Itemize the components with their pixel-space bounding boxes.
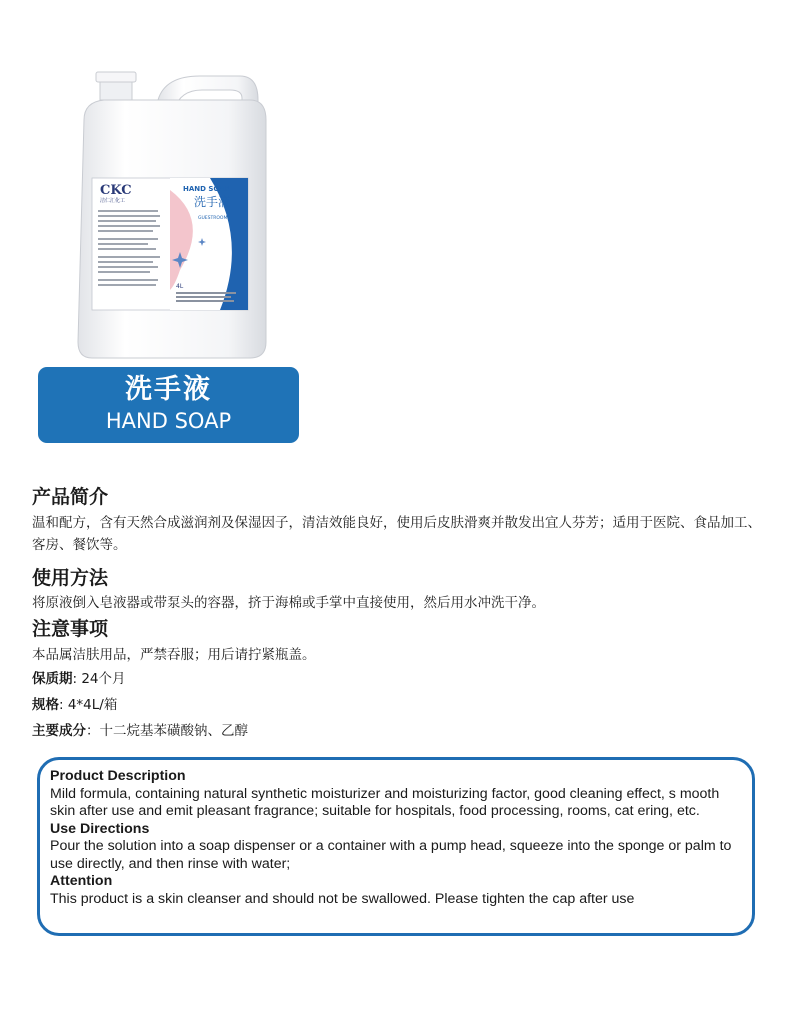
banner-title-cn: 洗手液: [125, 374, 212, 405]
usage-heading: 使用方法: [32, 567, 109, 589]
caution-heading: 注意事项: [32, 618, 109, 640]
en-attention-text: This product is a skin cleanser and should not be swallowed. Please tighten the cap after use: [50, 890, 635, 907]
shelf-life-value: : 24个月: [72, 671, 126, 687]
title-banner: [38, 367, 299, 443]
svg-text:GUESTROOM: GUESTROOM: [198, 216, 228, 221]
shelf-life-label: 保质期: [32, 671, 73, 687]
svg-text:洗手液: 洗手液: [194, 195, 231, 209]
caution-text: 本品属洁肤用品，严禁吞服；用后请拧紧瓶盖。: [32, 647, 316, 663]
ingredients-row: [32, 721, 248, 741]
usage-text: 将原液倒入皂液器或带泵头的容器，挤于海棉或手掌中直接使用，然后用水冲洗干净。: [32, 595, 545, 611]
spec-value: : 4*4L/箱: [59, 697, 118, 713]
en-desc-heading: Product Description: [50, 768, 186, 784]
english-info-box: [37, 757, 755, 936]
svg-text:4L: 4L: [176, 283, 184, 290]
svg-text:洁仁汇化工: 洁仁汇化工: [100, 198, 126, 204]
product-bottle-image: [70, 70, 280, 360]
spec-label: 规格: [32, 697, 59, 713]
svg-text:HAND SOAP: HAND SOAP: [183, 185, 230, 193]
en-use-heading: Use Directions: [50, 820, 150, 837]
en-use-text: Pour the solution into a soap dispenser or a container with a pump head, squeeze into the sponge or palm to use directly, and then rinse with water;: [50, 838, 732, 872]
svg-text:CKC: CKC: [100, 183, 132, 198]
intro-text: 温和配方，含有天然合成滋润剂及保湿因子，清洁效能良好，使用后皮肤滑爽并散发出宜人芬芳；适用于医院、食品加工、客房、餐饮等。: [32, 515, 761, 553]
en-desc-text: Mild formula, containing natural synthetic moisturizer and moisturizing factor, good cleaning effect, s mooth skin after use and emit pleasant fragrance; suitable for hospitals, food processing, rooms, cat ering, etc.: [50, 785, 720, 819]
banner-title-en: HAND SOAP: [105, 409, 232, 433]
ingredients-value: ：十二烷基苯磺酸钠、乙醇: [86, 723, 248, 739]
shelf-life-row: [32, 669, 126, 689]
ingredients-label: 主要成分: [32, 723, 86, 739]
spec-row: [32, 695, 117, 715]
intro-heading: 产品简介: [32, 486, 109, 508]
en-attention-heading: Attention: [50, 873, 113, 889]
